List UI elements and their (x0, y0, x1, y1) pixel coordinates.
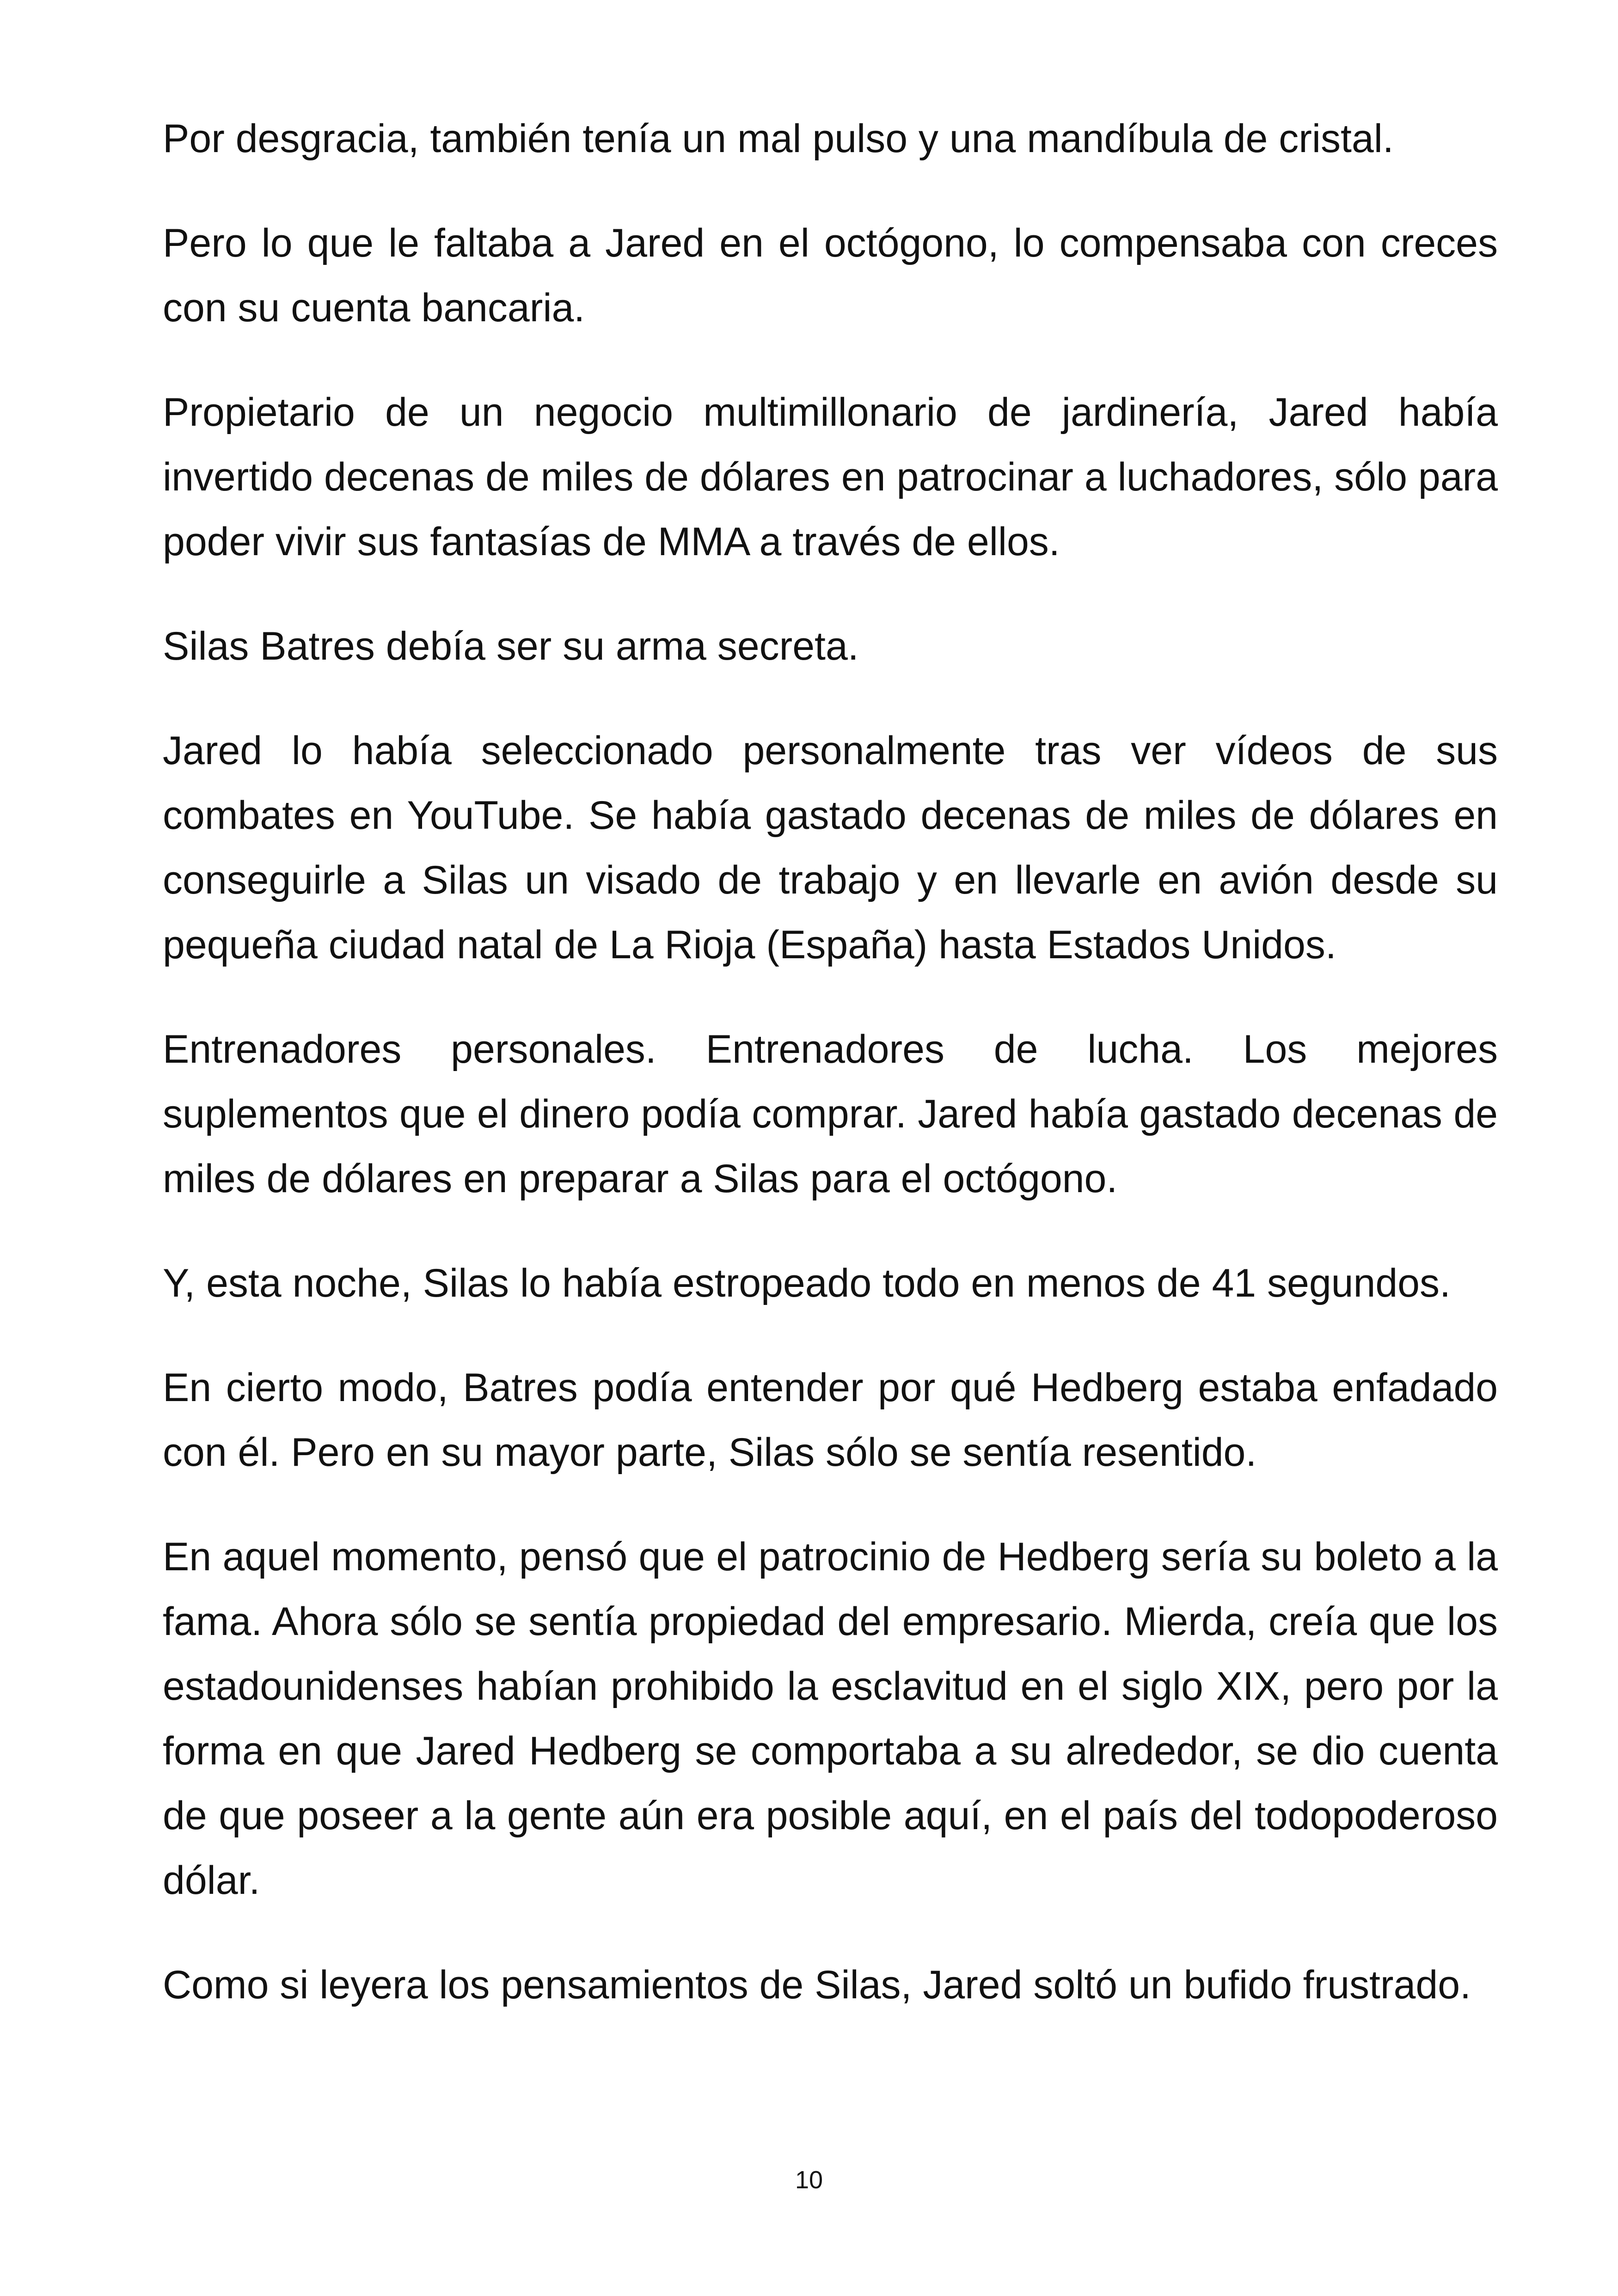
paragraph: Propietario de un negocio multimillonario de jardinería, Jared había invertido decenas de miles de dólares en patrocinar a luchadores, sólo para poder vivir sus fantasías de MMA a través de ellos. (163, 390, 1498, 564)
paragraph: Y, esta noche, Silas lo había estropeado todo en menos de 41 segundos. (163, 1261, 1451, 1305)
body-text (163, 106, 1498, 2057)
paragraph: Silas Batres debía ser su arma secreta. (163, 624, 859, 668)
paragraph: Como si leyera los pensamientos de Silas, Jared soltó un bufido frustrado. (163, 1963, 1471, 2007)
paragraph: Por desgracia, también tenía un mal pulso y una mandíbula de cristal. (163, 116, 1394, 161)
paragraph: En cierto modo, Batres podía entender por qué Hedberg estaba enfadado con él. Pero en su mayor parte, Silas sólo se sentía resentido. (163, 1365, 1498, 1475)
paragraph: Jared lo había seleccionado personalmente tras ver vídeos de sus combates en YouTube. Se había gastado decenas de miles de dólares en conseguirle a Silas un visado de trabajo y en llevarle en avión desde su pequeña ciudad natal de La Rioja (España) hasta Estados Unidos. (163, 729, 1498, 967)
paragraph: En aquel momento, pensó que el patrocinio de Hedberg sería su boleto a la fama. Ahora sólo se sentía propiedad del empresario. Mierda, creía que los estadounidenses habían prohibido la esclavitud en el siglo XIX, pero por la forma en que Jared Hedberg se comportaba a su alrededor, se dio cuenta de que poseer a la gente aún era posible aquí, en el país del todopoderoso dólar. (163, 1535, 1498, 1903)
paragraph: Entrenadores personales. Entrenadores de lucha. Los mejores suplementos que el dinero podía comprar. Jared había gastado decenas de miles de dólares en preparar a Silas para el octógono. (163, 1027, 1498, 1201)
paragraph: Pero lo que le faltaba a Jared en el octógono, lo compensaba con creces con su cuenta bancaria. (163, 221, 1498, 330)
page-number: 10 (795, 2166, 823, 2194)
